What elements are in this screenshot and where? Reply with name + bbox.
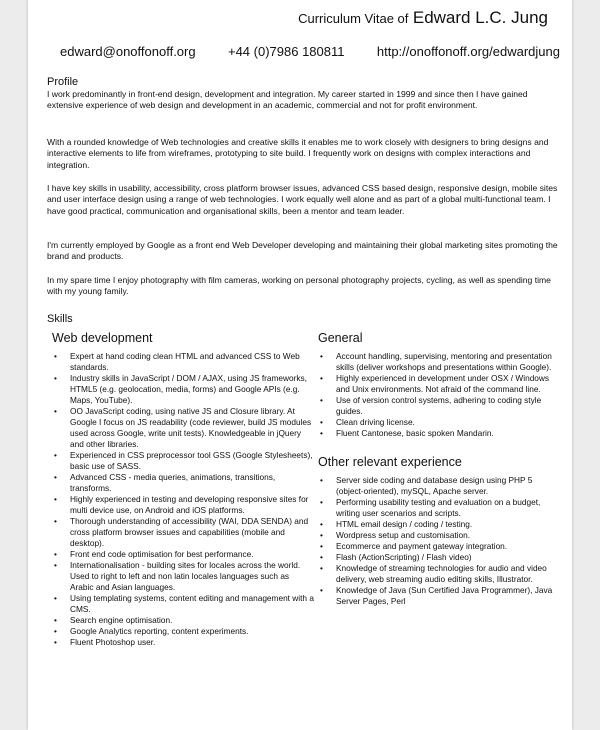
website-url: http://onoffonoff.org/edwardjung — [376, 44, 560, 59]
list-item: • Advanced CSS - media queries, animations, transitions, transforms. — [52, 472, 314, 494]
list-item: • Search engine optimisation. — [52, 615, 314, 626]
list-item: • Front end code optimisation for best performance. — [52, 549, 314, 560]
phone-number: +44 (0)7986 180811 — [227, 44, 345, 59]
list-item: • Performing usability testing and evaluation on a budget, writing user scenarios and scripts. — [318, 497, 556, 519]
list-item: • OO JavaScript coding, using native JS and Closure library. At Google I focus on JS readability (code reviewer, build JS modules used across Google, write unit tests). Knowledgeable in jQuery and other libraries. — [52, 406, 314, 450]
list-item: • Knowledge of Java (Sun Certified Java Programmer), Java Server Pages, Perl — [318, 585, 556, 607]
general-column — [318, 331, 556, 607]
list-item: • Wordpress setup and customisation. — [318, 530, 556, 541]
list-item: • Google Analytics reporting, content experiments. — [52, 626, 314, 637]
list-item: • Clean driving license. — [318, 417, 556, 428]
web-development-column — [52, 331, 314, 648]
list-item: • Highly experienced in testing and developing responsive sites for multi device use, on Android and iOS platforms. — [52, 494, 314, 516]
list-item: • Flash (ActionScripting) / Flash video) — [318, 552, 556, 563]
web-development-heading: Web development — [52, 331, 153, 345]
document-title — [298, 8, 548, 28]
list-item: • Highly experienced in development under OSX / Windows and Unix environments. Not afraid of the command line. — [318, 373, 556, 395]
profile-paragraph-4: I'm currently employed by Google as a front end Web Developer developing and maintaining their global marketing sites promoting the brand and products. — [47, 240, 558, 262]
list-item: • Server side coding and database design using PHP 5 (object-oriented), mySQL, Apache server. — [318, 475, 556, 497]
contact-line — [60, 44, 560, 59]
profile-paragraph-1: I work predominantly in front-end design, development and integration. My career started in 1999 and since then I have gained extensive experience of web design and development in an academic, commercial and not for profit environment. — [47, 89, 528, 111]
list-item: • Use of version control systems, adhering to coding style guides. — [318, 395, 556, 417]
skills-heading: Skills — [47, 313, 73, 325]
profile-paragraph-3: I have key skills in usability, accessibility, cross platform browser issues, advanced CSS based design, responsive design, mobile sites and user interface design using a range of web technologies. I work equally well alone and as part of a global multi-functional team. I have good practical, communication and organisational skills, been a mentor and team leader. — [47, 183, 558, 216]
general-list — [318, 351, 556, 439]
list-item: • Fluent Photoshop user. — [52, 637, 314, 648]
list-item: • Industry skills in JavaScript / DOM / AJAX, using JS frameworks, HTML5 (e.g. geolocation, media, forms) and Google APIs (e.g. Maps, YouTube). — [52, 373, 314, 406]
list-item: • Internationalisation - building sites for locales across the world. Used to right to left and non latin locales languages such as Arabic and Asian languages. — [52, 560, 314, 593]
profile-heading: Profile — [47, 76, 79, 88]
title-prefix: Curriculum Vitae of — [298, 11, 409, 26]
list-item: • Fluent Cantonese, basic spoken Mandarin. — [318, 428, 556, 439]
profile-paragraph-2: With a rounded knowledge of Web technologies and creative skills it enables me to work closely with designers to bring designs and interactive elements to life from wireframes, prototyping to site build. I frequently work on designs with complex interactions and integration. — [47, 137, 549, 170]
general-heading: General — [318, 331, 363, 345]
other-experience-list — [318, 475, 556, 607]
list-item: • Account handling, supervising, mentoring and presentation skills (deliver workshops and presentations within Google). — [318, 351, 556, 373]
list-item: • Thorough understanding of accessibility (WAI, DDA SENDA) and cross platform browser issues and capabilities (mobile and desktop). — [52, 516, 314, 549]
profile-paragraph-5: In my spare time I enjoy photography with film cameras, working on personal photography projects, cycling, as well as spending time with my young family. — [47, 275, 551, 297]
cv-page — [28, 0, 572, 730]
list-item: • Expert at hand coding clean HTML and advanced CSS to Web standards. — [52, 351, 314, 373]
web-development-list — [52, 351, 314, 648]
list-item: • Ecommerce and payment gateway integration. — [318, 541, 556, 552]
list-item: • HTML email design / coding / testing. — [318, 519, 556, 530]
list-item: • Knowledge of streaming technologies for audio and video delivery, web streaming audio editing skills, Illustrator. — [318, 563, 556, 585]
list-item: • Using templating systems, content editing and management with a CMS. — [52, 593, 314, 615]
list-item: • Experienced in CSS preprocessor tool GSS (Google Stylesheets), basic use of SASS. — [52, 450, 314, 472]
other-experience-heading: Other relevant experience — [318, 455, 462, 469]
email-address: edward@onoffonoff.org — [60, 44, 196, 59]
person-name: Edward L.C. Jung — [412, 8, 548, 27]
